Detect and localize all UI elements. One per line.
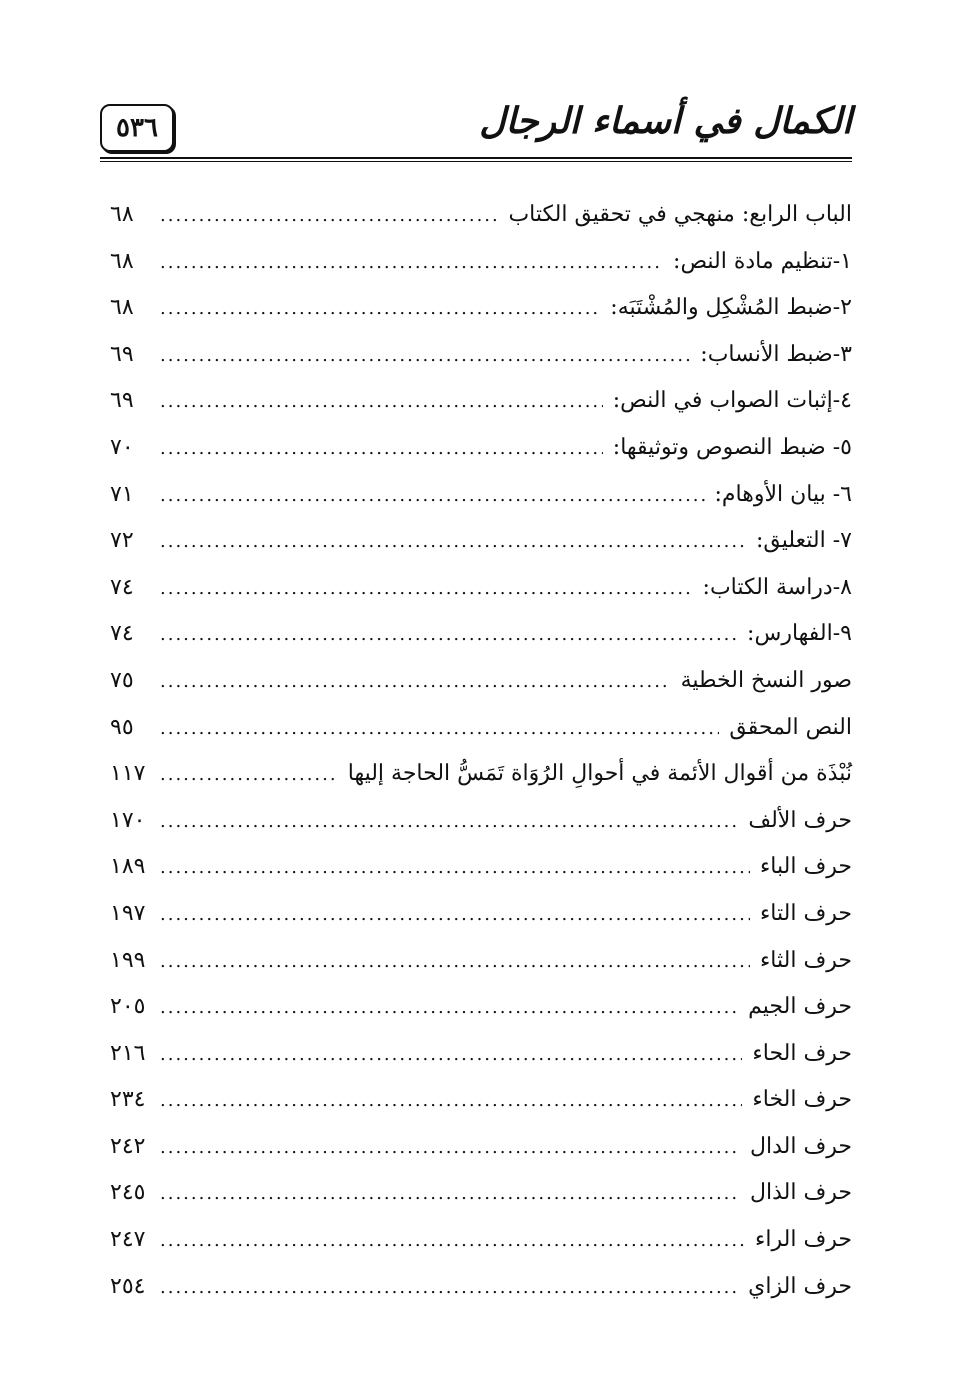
toc-entry — [110, 239, 852, 286]
toc-entry — [110, 192, 852, 239]
toc-entry-page-number: ٢٣٤ — [110, 1087, 146, 1113]
toc-entry-page-number: ٢١٦ — [110, 1040, 146, 1066]
toc-entry-page-number: ٧٢ — [110, 528, 134, 554]
dot-leader — [160, 1218, 745, 1265]
toc-entry — [110, 1031, 852, 1078]
toc-entry-title: صور النسخ الخطية — [680, 667, 852, 693]
toc-entry-title: النص المحقق — [729, 714, 852, 740]
toc-entry-title: حرف الحاء — [752, 1040, 852, 1066]
toc-entry-page-number: ٢٠٥ — [110, 994, 146, 1020]
toc-entry — [110, 844, 852, 891]
toc-entry-title: ١-تنظيم مادة النص: — [673, 248, 852, 274]
toc-entry-page-number: ٦٨ — [110, 202, 134, 227]
toc-entry — [110, 565, 852, 612]
dot-leader — [160, 1125, 740, 1172]
dot-leader — [160, 426, 603, 473]
toc-entry-page-number: ٢٤٢ — [110, 1133, 146, 1159]
toc-entry-title: حرف التاء — [759, 900, 852, 926]
toc-entry-title: ٥- ضبط النصوص وتوثيقها: — [612, 434, 852, 460]
dot-leader — [160, 752, 338, 799]
toc-entry — [110, 1170, 852, 1217]
dot-leader — [160, 379, 603, 426]
toc-entry-page-number: ١٨٩ — [110, 854, 146, 880]
toc-entry-title: الباب الرابع: منهجي في تحقيق الكتاب — [508, 202, 852, 227]
dot-leader — [160, 659, 671, 706]
toc-entry — [110, 751, 852, 798]
toc-entry-page-number: ٦٨ — [110, 295, 134, 321]
dot-leader — [160, 240, 663, 287]
dot-leader — [160, 566, 693, 613]
toc-entry — [110, 1077, 852, 1124]
toc-entry — [110, 332, 852, 379]
toc-entry-page-number: ٦٩ — [110, 388, 134, 414]
toc-entry-title: ٤-إثبات الصواب في النص: — [612, 388, 852, 414]
page-header — [100, 100, 852, 160]
toc-entry-page-number: ١١٧ — [110, 761, 146, 787]
toc-entry-title: حرف الجيم — [748, 994, 852, 1020]
header-divider — [100, 157, 852, 159]
toc-entry-title: حرف الراء — [755, 1227, 852, 1253]
dot-leader — [160, 473, 705, 520]
dot-leader — [160, 845, 750, 892]
dot-leader — [160, 985, 738, 1032]
table-of-contents — [110, 192, 852, 1310]
toc-entry — [110, 425, 852, 472]
toc-entry — [110, 891, 852, 938]
toc-entry-title: ٦- بيان الأوهام: — [714, 481, 852, 507]
toc-entry-page-number: ٦٨ — [110, 248, 134, 274]
header-divider-thin — [100, 161, 852, 162]
toc-entry-page-number: ١٩٧ — [110, 900, 146, 926]
toc-entry — [110, 1217, 852, 1264]
toc-entry-title: حرف الدال — [750, 1133, 852, 1159]
toc-entry — [110, 938, 852, 985]
toc-entry-title: حرف الثاء — [759, 947, 852, 973]
toc-entry-title: حرف الخاء — [752, 1087, 852, 1113]
toc-entry-page-number: ٧٤ — [110, 574, 134, 600]
toc-entry-page-number: ٩٥ — [110, 714, 134, 740]
toc-entry-title: حرف الألف — [748, 807, 852, 833]
toc-entry-title: ٢-ضبط المُشْكِل والمُشْتَبَه: — [610, 295, 852, 321]
page-number: ٥٣٦ — [100, 104, 174, 152]
toc-entry — [110, 1264, 852, 1311]
toc-entry — [110, 285, 852, 332]
toc-entry-page-number: ٦٩ — [110, 341, 134, 367]
toc-entry-title: حرف الزاي — [748, 1273, 852, 1299]
toc-entry-page-number: ٧٥ — [110, 667, 134, 693]
toc-entry — [110, 472, 852, 519]
dot-leader — [160, 193, 498, 240]
book-title: الكمال في أسماء الرجال — [479, 100, 852, 142]
toc-entry-page-number: ٧٤ — [110, 621, 134, 647]
toc-entry-title: حرف الذال — [750, 1180, 852, 1206]
dot-leader — [160, 706, 719, 753]
dot-leader — [160, 1171, 740, 1218]
toc-entry-title: ٨-دراسة الكتاب: — [702, 574, 852, 600]
toc-entry — [110, 658, 852, 705]
toc-entry — [110, 798, 852, 845]
dot-leader — [160, 1078, 742, 1125]
dot-leader — [160, 333, 690, 380]
toc-entry-page-number: ٧١ — [110, 481, 134, 507]
dot-leader — [160, 519, 746, 566]
dot-leader — [160, 286, 600, 333]
dot-leader — [160, 939, 750, 986]
toc-entry-title: ٩-الفهارس: — [747, 621, 852, 647]
toc-entry-page-number: ٢٤٧ — [110, 1227, 146, 1253]
toc-entry-title: ٣-ضبط الأنساب: — [700, 341, 852, 367]
dot-leader — [160, 1032, 742, 1079]
toc-entry — [110, 705, 852, 752]
toc-entry-page-number: ١٩٩ — [110, 947, 146, 973]
toc-entry-title: نُبْذَة من أقوال الأئمة في أحوالِ الرُوَاة تَمَسُّ الحاجة إليها — [347, 761, 852, 787]
dot-leader — [160, 612, 737, 659]
toc-entry-title: حرف الباء — [759, 854, 852, 880]
dot-leader — [160, 799, 738, 846]
toc-entry — [110, 984, 852, 1031]
toc-entry — [110, 1124, 852, 1171]
dot-leader — [160, 1265, 738, 1312]
toc-entry — [110, 378, 852, 425]
toc-entry-title: ٧- التعليق: — [755, 528, 852, 554]
toc-entry-page-number: ٢٥٤ — [110, 1273, 146, 1299]
toc-entry-page-number: ٢٤٥ — [110, 1180, 146, 1206]
toc-entry-page-number: ١٧٠ — [110, 807, 146, 833]
dot-leader — [160, 892, 750, 939]
toc-entry-page-number: ٧٠ — [110, 434, 134, 460]
toc-entry — [110, 518, 852, 565]
toc-entry — [110, 611, 852, 658]
